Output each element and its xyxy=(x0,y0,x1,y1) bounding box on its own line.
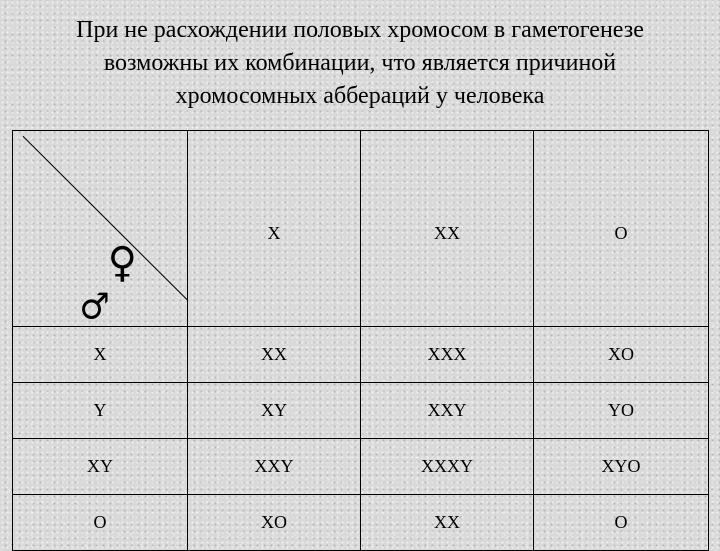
table-row xyxy=(13,495,709,551)
table-cell: XXY xyxy=(361,383,534,439)
table-row xyxy=(13,439,709,495)
title-line-1: При не расхождении половых хромосом в гаметогенезе xyxy=(76,17,644,43)
diagonal-divider xyxy=(23,136,187,299)
table-cell: XO xyxy=(188,495,361,551)
corner-diagram xyxy=(13,131,187,326)
row-header: O xyxy=(13,495,188,551)
table-row xyxy=(13,327,709,383)
table-cell: XO xyxy=(534,327,709,383)
table-cell: YO xyxy=(534,383,709,439)
table-cell: O xyxy=(534,495,709,551)
row-header: XY xyxy=(13,439,188,495)
table-cell: XX xyxy=(361,495,534,551)
table-cell: XYO xyxy=(534,439,709,495)
row-header: X xyxy=(13,327,188,383)
slide-title xyxy=(0,14,720,113)
gamete-combination-table xyxy=(12,130,709,551)
table-row xyxy=(13,383,709,439)
column-header: X xyxy=(188,131,361,327)
female-symbol-icon: ♀ xyxy=(107,237,137,287)
row-header: Y xyxy=(13,383,188,439)
table-cell: XY xyxy=(188,383,361,439)
column-header: XX xyxy=(361,131,534,327)
male-symbol-icon: ♂ xyxy=(79,286,110,326)
table-cell: XXXY xyxy=(361,439,534,495)
table-header-row xyxy=(13,131,709,327)
table-cell: XXY xyxy=(188,439,361,495)
corner-cell xyxy=(13,131,188,327)
table-cell: XXX xyxy=(361,327,534,383)
column-header: O xyxy=(534,131,709,327)
title-line-3: хромосомных аббераций у человека xyxy=(175,83,545,109)
title-line-2: возможны их комбинации, что является причиной xyxy=(103,50,617,76)
table-cell: XX xyxy=(188,327,361,383)
